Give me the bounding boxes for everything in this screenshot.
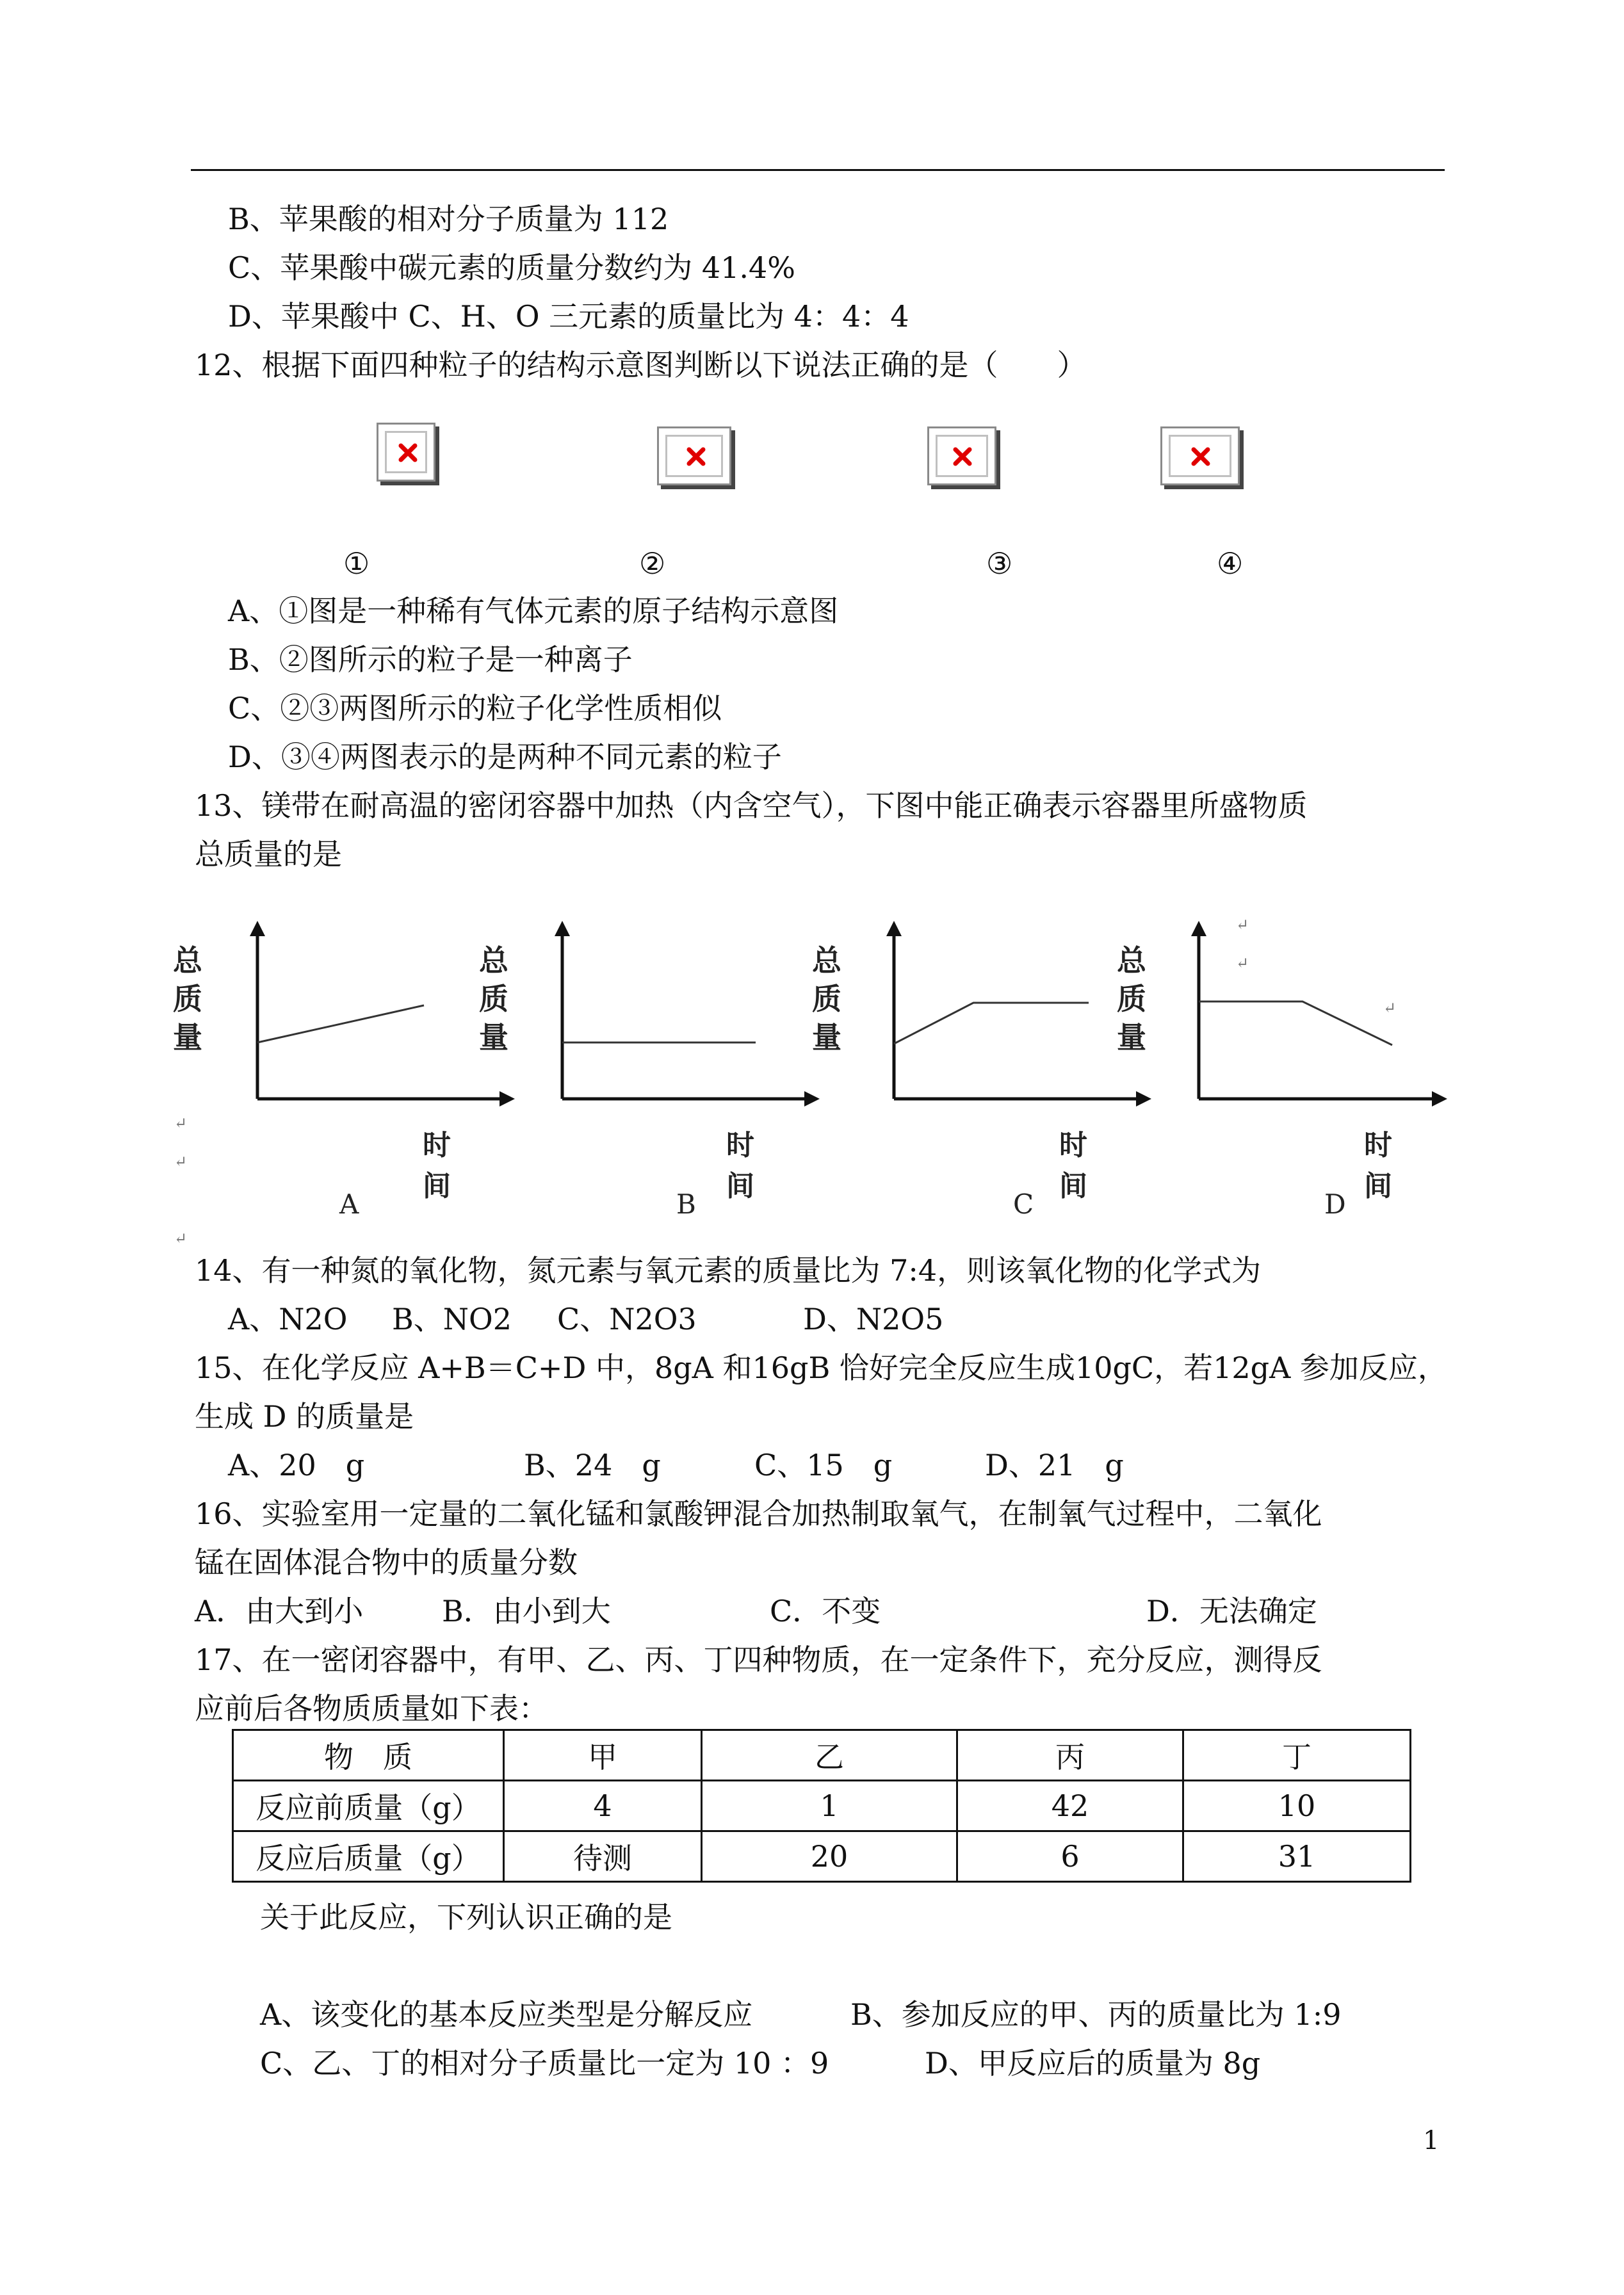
- table-cell: 反应后质量（g）: [233, 1831, 504, 1882]
- graph-c-line: [894, 1003, 1089, 1044]
- q15-stem-line2: 生成 D 的质量是: [195, 1399, 414, 1434]
- graph-b-xlabel: 时间: [726, 1129, 754, 1203]
- graph-d-xlabel: 时间: [1364, 1129, 1392, 1203]
- table-row: [233, 1831, 1411, 1882]
- q14-option-d: D、N2O5: [803, 1302, 944, 1336]
- return-mark: ↵: [174, 1114, 188, 1132]
- q17-stem-line1: 17、在一密闭容器中，有甲、乙、丙、丁四种物质，在一定条件下，充分反应，测得反: [195, 1642, 1322, 1677]
- q12-stem: 12、根据下面四种粒子的结构示意图判断以下说法正确的是（ ）: [195, 348, 1087, 382]
- page-number: 1: [1423, 2126, 1440, 2155]
- q11-option-d: D、苹果酸中 C、H、O 三元素的质量比为 4：4：4: [228, 299, 909, 334]
- table-header-cell: 丁: [1183, 1730, 1411, 1781]
- graph-a-ylabel-2: 质: [173, 982, 202, 1016]
- q11-option-b: B、苹果酸的相对分子质量为 112: [228, 202, 669, 236]
- figure-label-2: ②: [639, 546, 666, 581]
- q16-option-b: B．由小到大: [442, 1594, 611, 1628]
- graph-b-ylabel-1: 总: [479, 943, 508, 978]
- graph-c-xlabel: 时间: [1059, 1129, 1087, 1203]
- q12-option-c: C、②③两图所示的粒子化学性质相似: [228, 691, 722, 726]
- graph-a-name: A: [339, 1188, 359, 1220]
- broken-image-4: [1160, 426, 1240, 485]
- table-cell: 42: [957, 1781, 1183, 1831]
- graph-c-name: C: [1013, 1188, 1034, 1220]
- table-header-cell: 物 质: [233, 1730, 504, 1781]
- graph-d-ylabel-3: 量: [1117, 1020, 1146, 1055]
- broken-image-x-icon: [397, 442, 419, 464]
- q16-stem-line1: 16、实验室用一定量的二氧化锰和氯酸钾混合加热制取氧气，在制氧气过程中，二氧化: [195, 1496, 1322, 1531]
- q15-option-b: B、24 g: [524, 1448, 661, 1482]
- graph-a-line: [257, 1005, 424, 1042]
- table-cell: 4: [504, 1781, 702, 1831]
- broken-image-x-icon: [685, 446, 707, 467]
- table-row: [233, 1781, 1411, 1831]
- table-header-cell: 甲: [504, 1730, 702, 1781]
- q17-intro: 关于此反应，下列认识正确的是: [260, 1900, 672, 1934]
- table-cell: 反应前质量（g）: [233, 1781, 504, 1831]
- graph-d-name: D: [1324, 1188, 1346, 1220]
- q12-option-d: D、③④两图表示的是两种不同元素的粒子: [228, 740, 782, 774]
- mass-table: [232, 1729, 1411, 1883]
- graph-b-ylabel-3: 量: [479, 1020, 508, 1055]
- figure-label-4: ④: [1217, 546, 1244, 581]
- return-mark: ↵: [1236, 954, 1249, 972]
- q13-stem-line2: 总质量的是: [195, 837, 342, 872]
- return-mark: ↵: [1383, 999, 1397, 1017]
- table-header-cell: 乙: [702, 1730, 957, 1781]
- graph-a-ylabel-3: 量: [173, 1020, 202, 1055]
- table-cell: 31: [1183, 1831, 1411, 1882]
- broken-image-x-icon: [952, 446, 973, 467]
- q14-option-a: A、N2O: [228, 1302, 348, 1336]
- q15-stem-line1: 15、在化学反应 A+B＝C+D 中，8gA 和16gB 恰好完全反应生成10gC，若12gA 参加反应，: [195, 1350, 1447, 1385]
- table-cell: 待测: [504, 1831, 702, 1882]
- q17-option-c: C、乙、丁的相对分子质量比一定为 10 ：9: [260, 2046, 829, 2080]
- return-mark: ↵: [1236, 916, 1249, 934]
- graph-c-ylabel-3: 量: [812, 1020, 841, 1055]
- graph-b-name: B: [676, 1188, 696, 1220]
- q16-option-a: A．由大到小: [195, 1594, 364, 1628]
- figure-label-1: ①: [343, 546, 370, 581]
- broken-image-1: [377, 423, 435, 482]
- q17-option-a: A、该变化的基本反应类型是分解反应: [260, 1997, 753, 2032]
- q17-stem-line2: 应前后各物质质量如下表：: [195, 1691, 548, 1726]
- table-cell: 6: [957, 1831, 1183, 1882]
- figure-label-3: ③: [986, 546, 1013, 581]
- table-cell: 10: [1183, 1781, 1411, 1831]
- graph-b-ylabel-2: 质: [479, 982, 508, 1016]
- q17-option-d: D、甲反应后的质量为 8g: [925, 2046, 1261, 2080]
- q15-option-d: D、21 g: [985, 1448, 1124, 1482]
- graph-c-ylabel-2: 质: [812, 982, 841, 1016]
- q16-stem-line2: 锰在固体混合物中的质量分数: [195, 1545, 578, 1580]
- graph-d-ylabel-1: 总: [1117, 943, 1146, 978]
- broken-image-3: [927, 426, 996, 485]
- q14-stem: 14、有一种氮的氧化物，氮元素与氧元素的质量比为 7:4，则该氧化物的化学式为: [195, 1253, 1262, 1288]
- q14-option-b: B、NO2: [392, 1302, 512, 1336]
- q16-option-d: D．无法确定: [1146, 1594, 1317, 1628]
- q15-option-a: A、20 g: [228, 1448, 365, 1482]
- q14-option-c: C、N2O3: [557, 1302, 697, 1336]
- q12-option-a: A、①图是一种稀有气体元素的原子结构示意图: [228, 594, 839, 628]
- q16-option-c: C．不变: [770, 1594, 881, 1628]
- graph-a-xlabel: 时间: [423, 1129, 451, 1203]
- graph-d-ylabel-2: 质: [1117, 982, 1146, 1016]
- q11-option-c: C、苹果酸中碳元素的质量分数约为 41.4%: [228, 250, 795, 285]
- q17-option-b: B、参加反应的甲、丙的质量比为 1:9: [850, 1997, 1342, 2032]
- graph-c-ylabel-1: 总: [812, 943, 841, 978]
- table-cell: 1: [702, 1781, 957, 1831]
- broken-image-x-icon: [1190, 446, 1212, 467]
- table-cell: 20: [702, 1831, 957, 1882]
- header-rule: [191, 169, 1445, 171]
- q13-stem-line1: 13、镁带在耐高温的密闭容器中加热（内含空气），下图中能正确表示容器里所盛物质: [195, 788, 1308, 823]
- broken-image-2: [657, 426, 731, 485]
- return-mark: ↵: [174, 1153, 188, 1171]
- graph-d-axes: [0, 0, 1624, 1]
- table-header-row: [233, 1730, 1411, 1781]
- graph-d-line: [1199, 1002, 1392, 1045]
- graph-a-ylabel-1: 总: [173, 943, 202, 978]
- table-header-cell: 丙: [957, 1730, 1183, 1781]
- q15-option-c: C、15 g: [754, 1448, 893, 1482]
- q12-option-b: B、②图所示的粒子是一种离子: [228, 642, 633, 677]
- return-mark: ↵: [174, 1229, 188, 1247]
